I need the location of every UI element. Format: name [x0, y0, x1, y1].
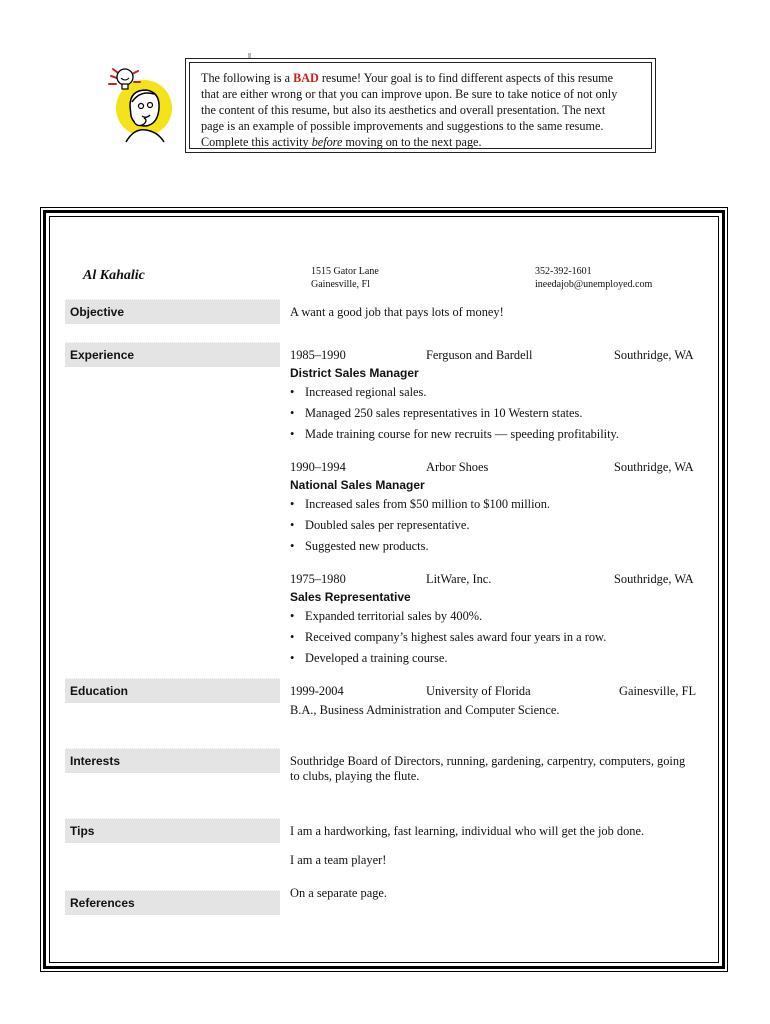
bullet: •	[290, 651, 295, 665]
list-item-text: Increased sales from $50 million to $100 million.	[305, 497, 551, 511]
instruction-text-part: resume! Your goal is to find different aspects of this resume	[318, 71, 614, 85]
job-company: Ferguson and Bardell	[426, 348, 533, 362]
experience-heading	[65, 342, 280, 367]
tips-line: I am a team player!	[290, 853, 387, 867]
contact	[535, 265, 652, 291]
job-years: 1985–1990	[290, 348, 346, 362]
education-school: University of Florida	[426, 684, 531, 698]
job-company: LitWare, Inc.	[426, 572, 492, 586]
instruction-text-part: Complete this activity	[201, 135, 312, 149]
list-item	[290, 518, 469, 533]
bullet: •	[290, 427, 295, 441]
list-item-text: Expanded territorial sales by 400%.	[305, 609, 483, 623]
education-location: Gainesville, FL	[619, 684, 697, 698]
references-text: On a separate page.	[290, 886, 388, 900]
education-years: 1999-2004	[290, 684, 344, 698]
section-label: References	[70, 896, 135, 910]
section-label: Objective	[70, 305, 125, 319]
bullet: •	[290, 539, 295, 553]
list-item-text: Doubled sales per representative.	[305, 518, 470, 532]
list-item	[290, 651, 447, 666]
address-line: Gainesville, Fl	[311, 279, 370, 290]
section-label: Education	[70, 684, 129, 698]
interests-heading	[65, 748, 280, 773]
job-title: District Sales Manager	[290, 366, 419, 380]
education-degree: B.A., Business Administration and Computer Science.	[290, 703, 560, 717]
bullet: •	[290, 497, 295, 511]
section-label: Interests	[70, 754, 121, 768]
list-item	[290, 609, 482, 624]
list-item	[290, 427, 619, 442]
job-location: Southridge, WA	[614, 348, 694, 362]
list-item	[290, 630, 606, 645]
list-item	[290, 385, 426, 400]
list-item-text: Increased regional sales.	[305, 385, 427, 399]
job-years: 1975–1980	[290, 572, 346, 586]
list-item-text: Made training course for new recruits — speeding profitability.	[305, 427, 620, 441]
objective-heading	[65, 299, 280, 324]
job-location: Southridge, WA	[614, 460, 694, 474]
interests-line: Southridge Board of Directors, running, gardening, carpentry, computers, going	[290, 754, 686, 768]
job-years: 1990–1994	[290, 460, 346, 474]
objective-text: A want a good job that pays lots of money!	[290, 305, 504, 319]
bad-word: BAD	[293, 71, 319, 85]
section-label: Tips	[70, 824, 95, 838]
phone: 352-392-1601	[535, 266, 592, 277]
address-line: 1515 Gator Lane	[311, 266, 379, 277]
job-company: Arbor Shoes	[426, 460, 489, 474]
list-item-text: Managed 250 sales representatives in 10 Western states.	[305, 406, 583, 420]
interests-line: to clubs, playing the flute.	[290, 769, 420, 783]
bullet: •	[290, 630, 295, 644]
list-item-text: Suggested new products.	[305, 539, 429, 553]
list-item	[290, 406, 582, 421]
job-title: Sales Representative	[290, 590, 411, 604]
instruction-text-part: the content of this resume, but also its aesthetics and overall presentation. The next	[201, 103, 606, 117]
bullet: •	[290, 406, 295, 420]
tips-line: I am a hardworking, fast learning, individual who will get the job done.	[290, 824, 645, 838]
instruction-text-italic: before	[311, 135, 343, 149]
list-item-text: Developed a training course.	[305, 651, 448, 665]
job-location: Southridge, WA	[614, 572, 694, 586]
address	[311, 265, 379, 291]
email: ineedajob@unemployed.com	[535, 279, 653, 290]
lightbulb-thinking-person-icon	[104, 62, 176, 144]
list-item-text: Received company’s highest sales award four years in a row.	[305, 630, 607, 644]
instruction-text-part: The following is a	[201, 71, 294, 85]
bullet: •	[290, 385, 295, 399]
bullet: •	[290, 609, 295, 623]
instruction-text	[201, 70, 646, 150]
list-item	[290, 497, 550, 512]
bullet: •	[290, 518, 295, 532]
tips-heading	[65, 818, 280, 843]
education-heading	[65, 678, 280, 703]
interests-text	[290, 754, 685, 784]
references-heading	[65, 890, 280, 915]
instruction-text-part: page is an example of possible improvements and suggestions to the same resume.	[201, 119, 604, 133]
instruction-text-part: moving on to the next page.	[342, 135, 482, 149]
instruction-text-part: that are either wrong or that you can improve upon. Be sure to take notice of not only	[201, 87, 618, 101]
list-item	[290, 539, 429, 554]
instruction-box	[185, 58, 656, 153]
job-title: National Sales Manager	[290, 478, 425, 492]
applicant-name: Al Kahalic	[83, 268, 145, 283]
section-label: Experience	[70, 348, 135, 362]
